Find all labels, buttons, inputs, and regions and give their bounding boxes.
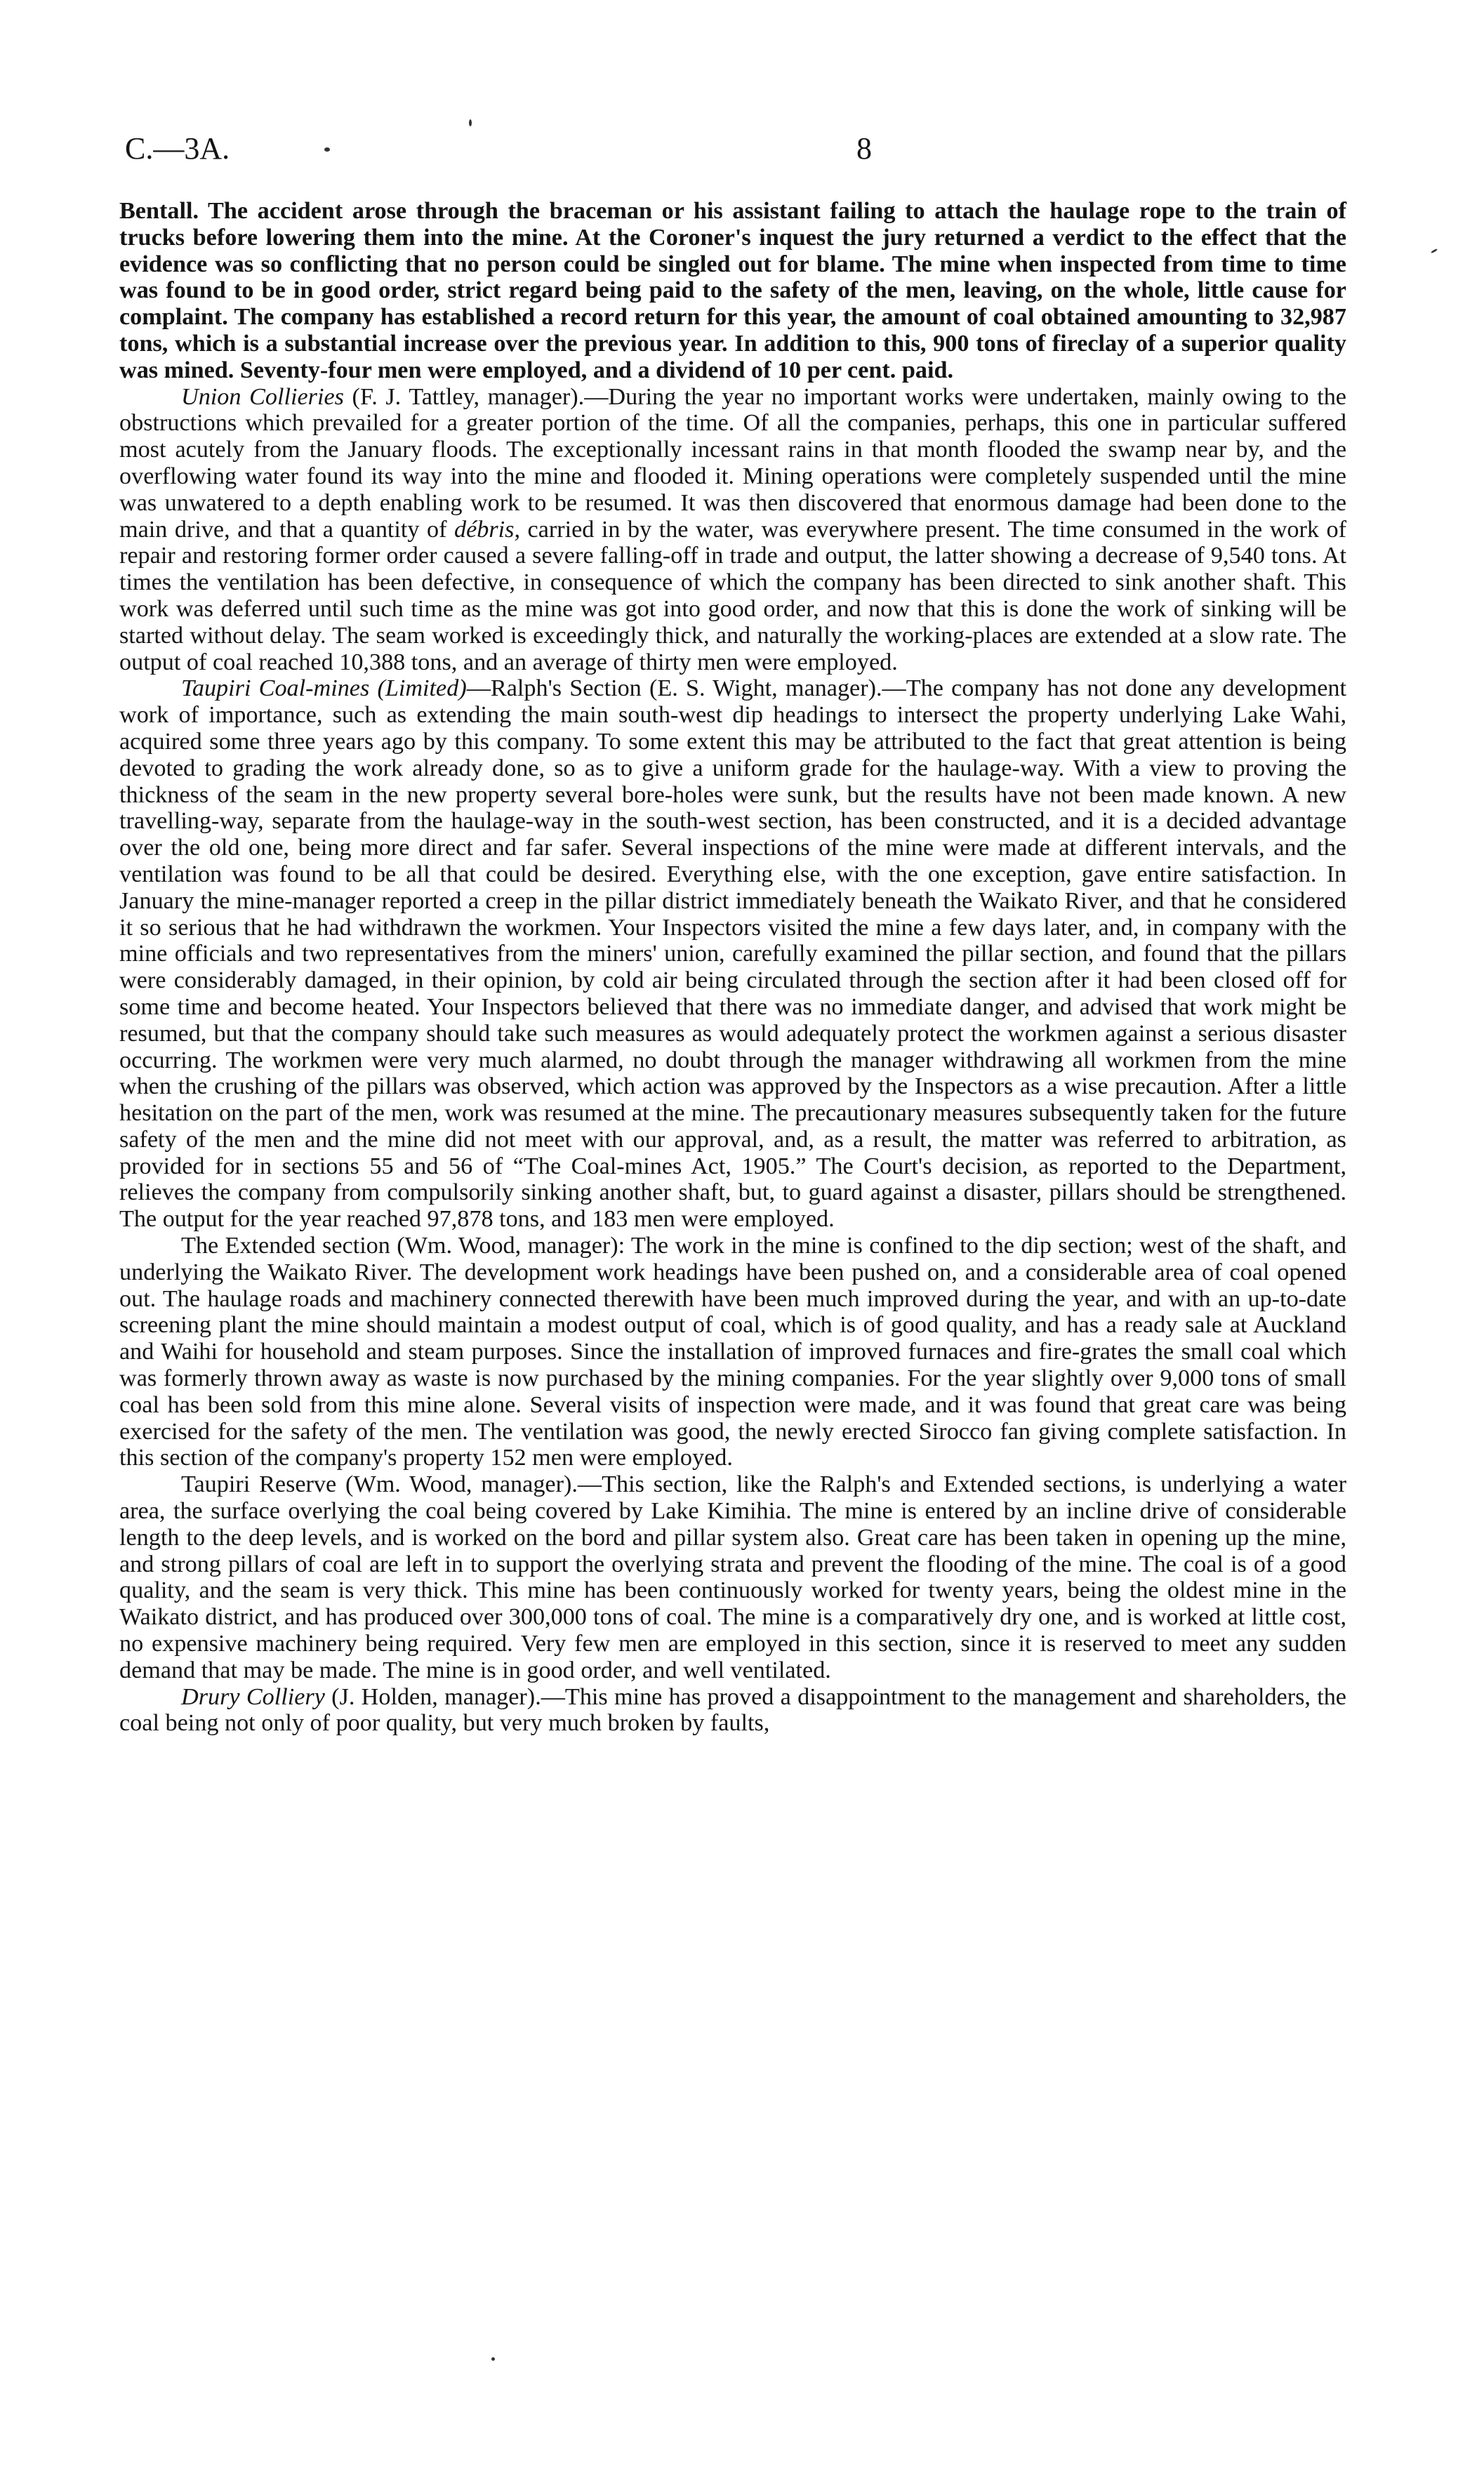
paragraph-text: (J. Holden, manager).—This mine has proved a disappointment to the management and shareholders, the coal being not only of poor quality, but very much broken by faults,: [119, 1683, 1346, 1737]
italic-term: débris,: [454, 516, 521, 543]
company-name: Union Collieries: [181, 383, 344, 410]
paragraph-union-collieries: [119, 384, 1346, 676]
print-speck: [491, 2357, 495, 2361]
paragraph-taupiri-reserve: [119, 1471, 1346, 1683]
print-speck: [469, 119, 472, 126]
paragraph-text: (F. J. Tattley, manager).—During the year no important works were undertaken, mainly owing to the obstructions which prevailed for a greater portion of the time. Of all the companies, perhaps, this one in particular suffered most acutely from the January floods. The exceptionally incessant rains in that month flooded the swamp near by, and the overflowing water found its way into the mine and flooded it. Mining operations were completely suspended until the mine was unwatered to a depth enabling work to be resumed. It was then discovered that enormous damage had been done to the main drive, and that a quantity of: [119, 383, 1346, 543]
paragraph-text: carried in by the water, was everywhere present. The time consumed in the work of repair and restoring former order caused a severe falling-off in trade and output, the latter showing a decrease of 9,540 tons. At times the ventilation has been defective, in consequence of which the company has been directed to sink another shaft. This work was deferred until such time as the mine was got into good order, and now that this is done the work of sinking will be started without delay. The seam worked is exceedingly thick, and naturally the working-places are extended at a slow rate. The output of coal reached 10,388 tons, and an average of thirty men were employed.: [119, 516, 1346, 675]
paragraph-text: The Extended section (Wm. Wood, manager): The work in the mine is confined to the dip section; west of the shaft, and underlying the Waikato River. The development work headings have been pushed on, and a considerable area of coal opened out. The haulage roads and machinery connected therewith have been much improved during the year, and with an up-to-date screening plant the mine should maintain a modest output of coal, which is of good quality, and has a ready sale at Auckland and Waihi for household and steam purposes. Since the installation of improved furnaces and fire-grates the small coal which was formerly thrown away as waste is now purchased by the mining companies. For the year slightly over 9,000 tons of small coal has been sold from this mine alone. Several visits of inspection were made, and it was found that great care was being exercised for the safety of the men. The ventilation was good, the newly erected Sirocco fan giving complete satisfaction. In this section of the company's property 152 men were employed.: [119, 1233, 1346, 1471]
print-speck: [324, 147, 330, 152]
paragraph-drury-colliery: [119, 1684, 1346, 1737]
company-name: Taupiri Coal-mines (Limited): [181, 675, 467, 702]
page-header: [125, 131, 1343, 173]
paragraph-text: Taupiri Reserve (Wm. Wood, manager).—This section, like the Ralph's and Extended sections, is underlying a water area, the surface overlying the coal being covered by Lake Kimihia. The mine is entered by an incline drive of considerable length to the deep levels, and is worked on the bord and pillar system also. Great care has been taken in opening up the mine, and strong pillars of coal are left in to support the overlying strata and prevent the flooding of the mine. The coal is of a good quality, and the seam is very thick. This mine has been continuously worked for twenty years, being the oldest mine in the Waikato district, and has produced over 300,000 tons of coal. The mine is a comparatively dry one, and is worked at little cost, no expensive machinery being required. Very few men are employed in this section, since it is reserved to meet any sudden demand that may be made. The mine is in good order, and well ventilated.: [119, 1471, 1346, 1683]
report-body: [119, 198, 1346, 1737]
paragraph-taupiri-ralphs: [119, 675, 1346, 1233]
paragraph-extended-section: [119, 1233, 1346, 1471]
company-name: Drury Colliery: [181, 1683, 325, 1710]
paragraph-bentall: [119, 198, 1346, 384]
paragraph-text: Bentall. The accident arose through the braceman or his assistant failing to attach the haulage rope to the train of trucks before lowering them into the mine. At the Coroner's inquest the jury returned a verdict to the effect that the evidence was so conflicting that no person could be singled out for blame. The mine when inspected from time to time was found to be in good order, strict regard being paid to the safety of the men, leaving, on the whole, little cause for complaint. The company has established a record return for this year, the amount of coal obtained amounting to 32,987 tons, which is a substantial increase over the previous year. In addition to this, 900 tons of fireclay of a superior quality was mined. Seventy-four men were employed, and a dividend of 10 per cent. paid.: [119, 198, 1346, 383]
page-number: 8: [856, 131, 872, 166]
print-speck: [1431, 249, 1438, 254]
paragraph-text: —Ralph's Section (E. S. Wight, manager).—The company has not done any development work of importance, such as extending the main south-west dip headings to intersect the property underlying Lake Wahi, acquired some three years ago by this company. To some extent this may be attributed to the fact that great attention is being devoted to grading the work already done, so as to give a uniform grade for the haulage-way. With a view to proving the thickness of the seam in the new property several bore-holes were sunk, but the results have not been made known. A new travelling-way, separate from the haulage-way in the south-west section, has been constructed, and it is a decided advantage over the old one, being more direct and far safer. Several inspections of the mine were made at different intervals, and the ventilation was found to be all that could be desired. Everything else, with the one exception, gave entire satisfaction. In January the mine-manager reported a creep in the pillar district immediately beneath the Waikato River, and that he considered it so serious that he had withdrawn the workmen. Your Inspectors visited the mine a few days later, and, in company with the mine officials and two representatives from the miners' union, carefully examined the pillar section, and found that the pillars were considerably damaged, in their opinion, by cold air being circulated through the section after it had been closed off for some time and become heated. Your Inspectors believed that there was no immediate danger, and advised that work might be resumed, but that the company should take such measures as would adequately protect the workmen against a serious disaster occurring. The workmen were very much alarmed, no doubt through the manager withdrawing all workmen from the mine when the crushing of the pillars was observed, which action was approved by the Inspectors as a wise precaution. After a little hesitation on the part of the men, work was resumed at the mine. The precautionary measures subsequently taken for the future safety of the men and the mine did not meet with our approval, and, as a result, the matter was referred to arbitration, as provided for in sections 55 and 56 of “The Coal-mines Act, 1905.” The Court's decision, as reported to the Department, relieves the company from compulsorily sinking another shaft, but, to guard against a disaster, pillars should be strengthened. The output for the year reached 97,878 tons, and 183 men were employed.: [119, 675, 1346, 1233]
report-reference: C.—3A.: [125, 131, 230, 166]
